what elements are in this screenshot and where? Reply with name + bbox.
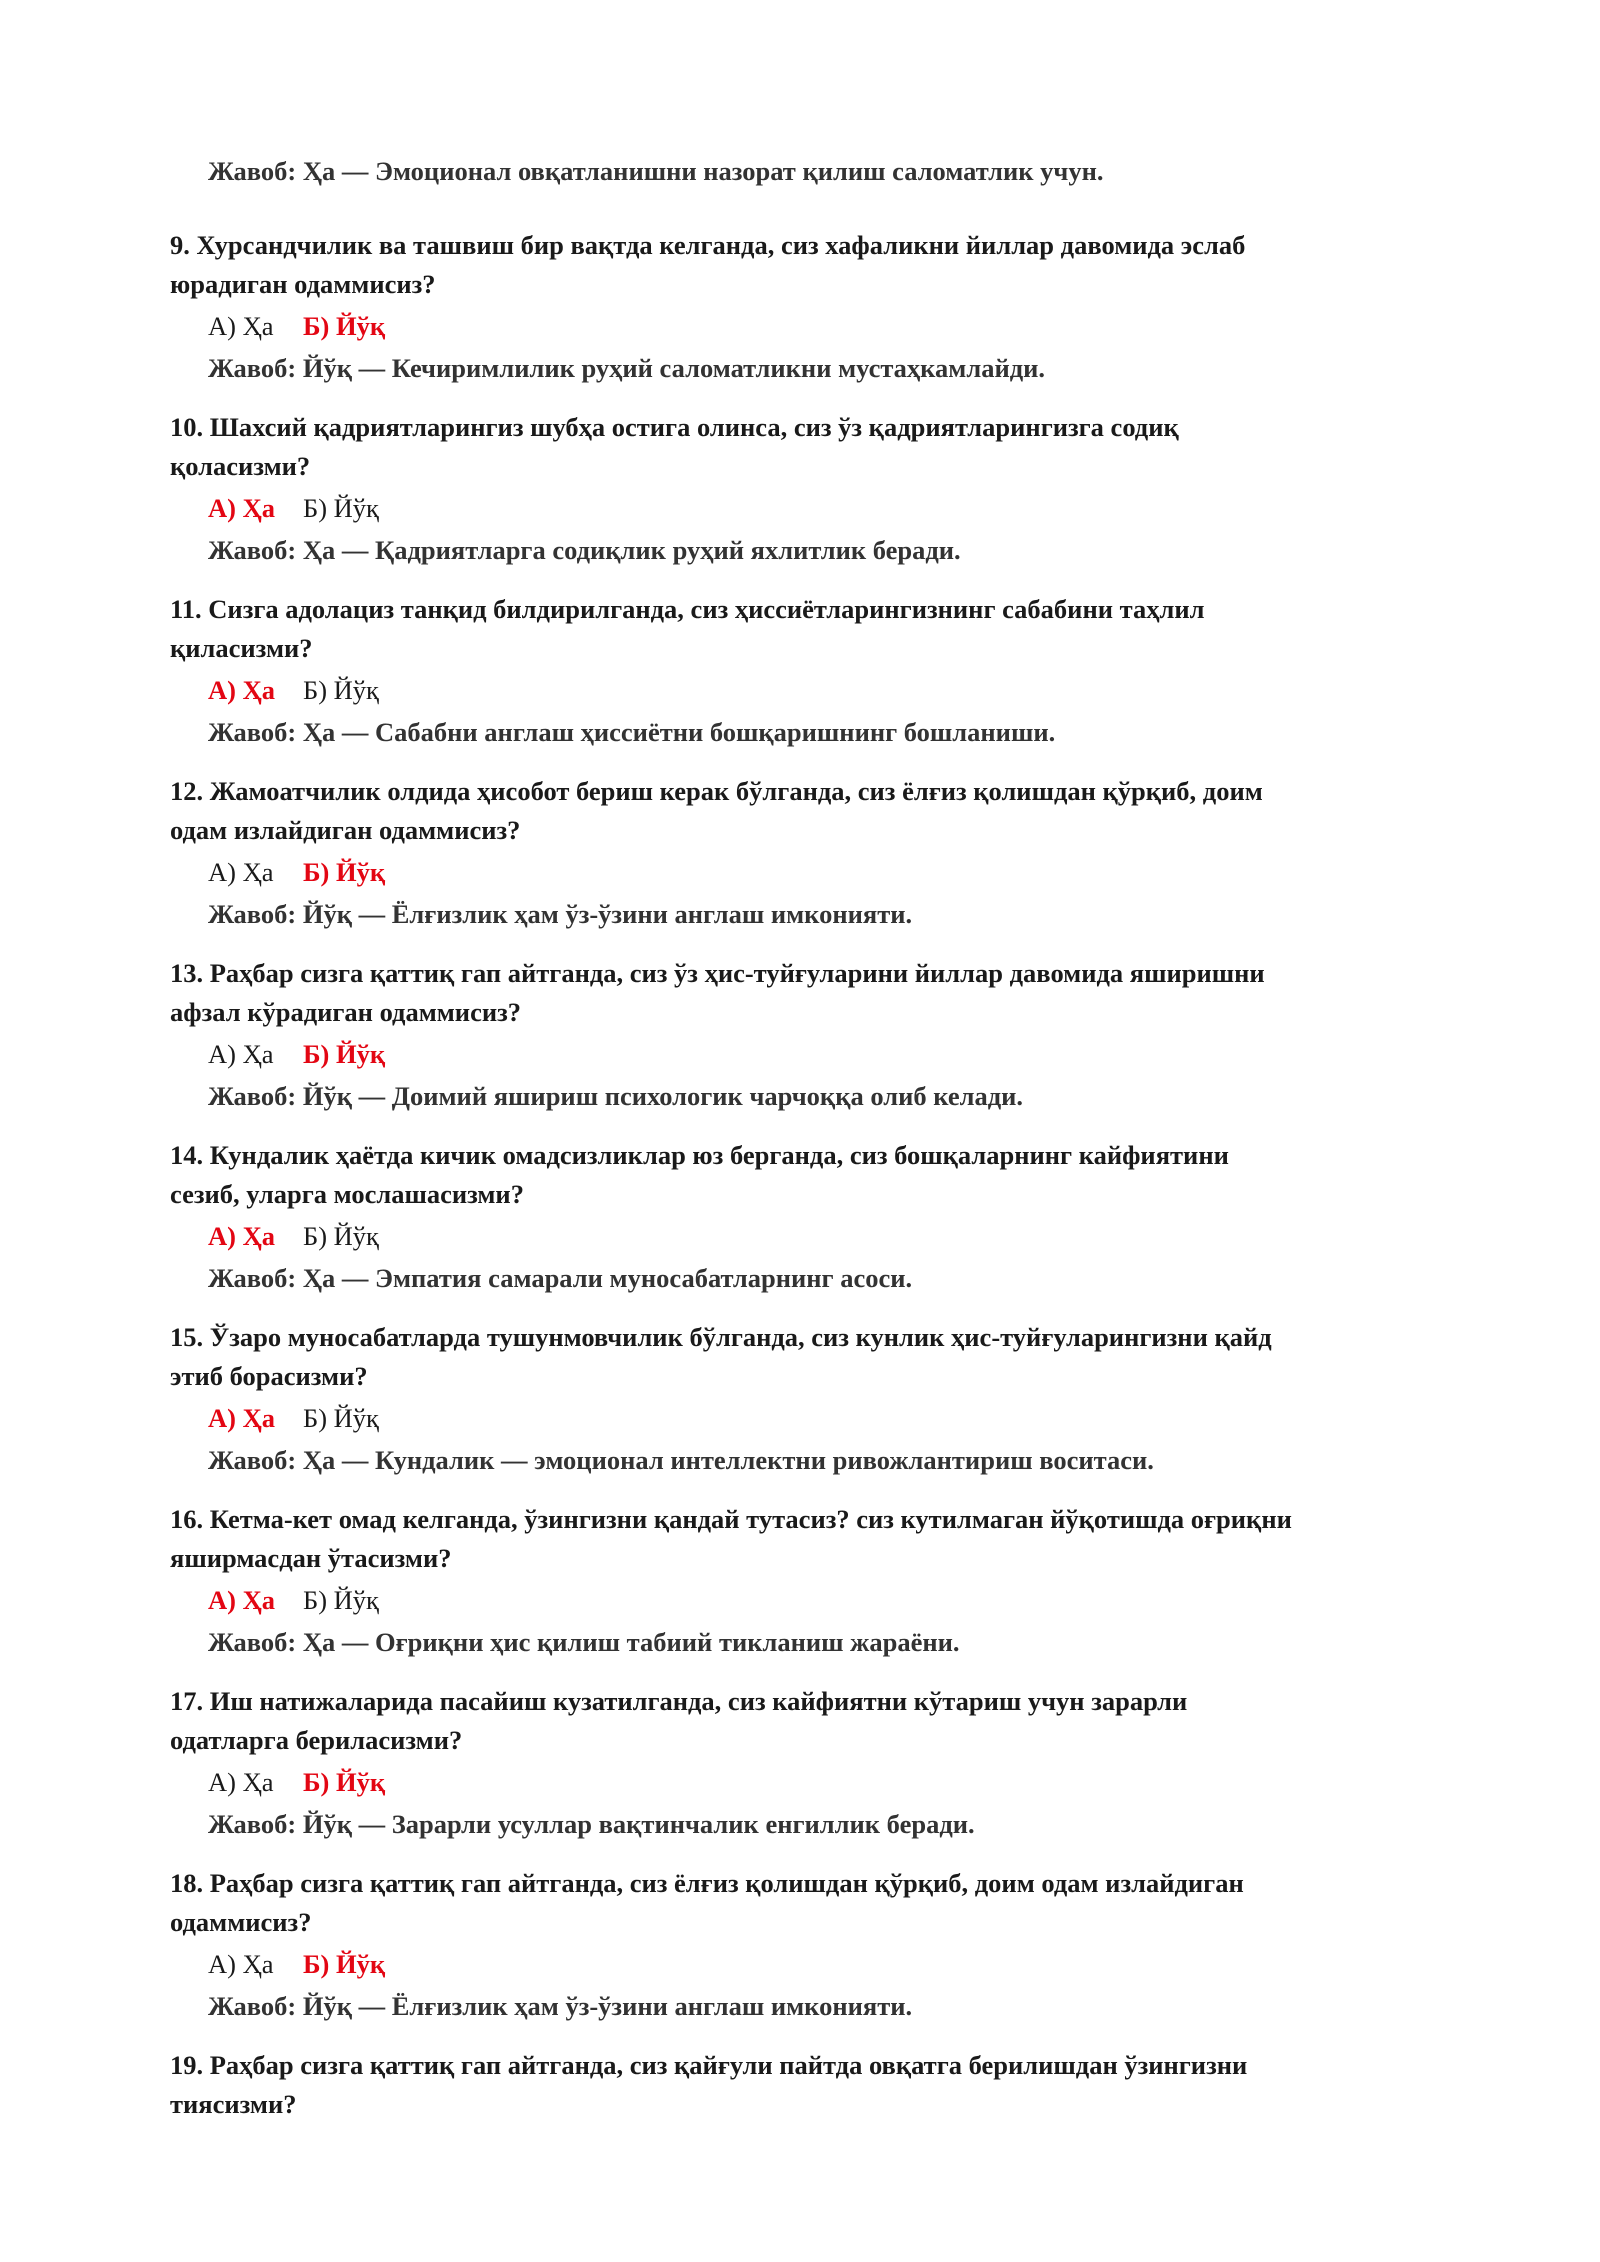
option-a: А) Ҳа <box>208 1039 274 1069</box>
option-b: Б) Йўқ <box>303 857 386 887</box>
option-b: Б) Йўқ <box>303 1039 386 1069</box>
option-a: А) Ҳа <box>208 1585 275 1615</box>
option-b: Б) Йўқ <box>303 675 379 705</box>
option-a: А) Ҳа <box>208 1221 275 1251</box>
question-text-continued: яширмасдан ўтасизми? <box>170 1543 452 1573</box>
answer-text: Жавоб: Йўқ — Ёлғизлик ҳам ўз-ўзини англаш имконияти. <box>208 1991 913 2021</box>
option-b: Б) Йўқ <box>303 311 386 341</box>
answer-options <box>208 1401 379 1435</box>
answer-options <box>208 491 379 525</box>
answer-text: Жавоб: Йўқ — Кечиримлилик руҳий саломатликни мустаҳкамлайди. <box>208 353 1046 383</box>
question-text-continued: афзал кўрадиган одаммисиз? <box>170 997 522 1027</box>
question-text: 18. Раҳбар сизга қаттиқ гап айтганда, сиз ёлғиз қолишдан қўрқиб, доим одам излайдиган <box>170 1868 1244 1898</box>
question-text: 15. Ўзаро муносабатларда тушунмовчилик бўлганда, сиз кунлик ҳис-туйғуларингизни қайд <box>170 1322 1272 1352</box>
answer-options <box>208 1219 379 1253</box>
answer-text: Жавоб: Ҳа — Эмоционал овқатланишни назорат қилиш саломатлик учун. <box>208 156 1104 186</box>
answer-options <box>208 1037 385 1071</box>
answer-options <box>208 1947 385 1981</box>
question-text-continued: қоласизми? <box>170 451 311 481</box>
answer-text: Жавоб: Йўқ — Зарарли усуллар вақтинчалик енгиллик беради. <box>208 1809 975 1839</box>
answer-text: Жавоб: Йўқ — Доимий яшириш психологик чарчоққа олиб келади. <box>208 1081 1024 1111</box>
question-text: 12. Жамоатчилик олдида ҳисобот бериш керак бўлганда, сиз ёлғиз қолишдан қўрқиб, доим <box>170 776 1263 806</box>
option-a: А) Ҳа <box>208 1767 274 1797</box>
option-a: А) Ҳа <box>208 311 274 341</box>
option-a: А) Ҳа <box>208 857 274 887</box>
question-text: 14. Кундалик ҳаётда кичик омадсизликлар юз берганда, сиз бошқаларнинг кайфиятини <box>170 1140 1229 1170</box>
option-a: А) Ҳа <box>208 1403 275 1433</box>
answer-text: Жавоб: Йўқ — Ёлғизлик ҳам ўз-ўзини англаш имконияти. <box>208 899 913 929</box>
option-a: А) Ҳа <box>208 675 275 705</box>
option-b: Б) Йўқ <box>303 1949 386 1979</box>
question-text: 16. Кетма-кет омад келганда, ўзингизни қандай тутасиз? сиз кутилмаган йўқотишда оғриқни <box>170 1504 1292 1534</box>
option-b: Б) Йўқ <box>303 493 379 523</box>
answer-text: Жавоб: Ҳа — Эмпатия самарали муносабатларнинг асоси. <box>208 1263 913 1293</box>
question-text: 11. Сизга адолациз танқид билдирилганда, сиз ҳиссиётларингизнинг сабабини таҳлил <box>170 594 1205 624</box>
answer-options <box>208 309 385 343</box>
answer-options <box>208 1765 385 1799</box>
question-text: 17. Иш натижаларида пасайиш кузатилганда, сиз кайфиятни кўтариш учун зарарли <box>170 1686 1188 1716</box>
answer-text: Жавоб: Ҳа — Қадриятларга содиқлик руҳий яхлитлик беради. <box>208 535 961 565</box>
answer-options <box>208 855 385 889</box>
option-a: А) Ҳа <box>208 493 275 523</box>
answer-text: Жавоб: Ҳа — Оғриқни ҳис қилиш табиий тикланиш жараёни. <box>208 1627 960 1657</box>
answer-text: Жавоб: Ҳа — Сабабни англаш ҳиссиётни бошқаришнинг бошланиши. <box>208 717 1056 747</box>
question-text-continued: тиясизми? <box>170 2089 297 2119</box>
option-b: Б) Йўқ <box>303 1403 379 1433</box>
question-text-continued: одам излайдиган одаммисиз? <box>170 815 521 845</box>
answer-text: Жавоб: Ҳа — Кундалик — эмоционал интеллектни ривожлантириш воситаси. <box>208 1445 1154 1475</box>
question-text-continued: одатларга берилaсизми? <box>170 1725 463 1755</box>
question-text-continued: қиласизми? <box>170 633 313 663</box>
option-a: А) Ҳа <box>208 1949 274 1979</box>
question-text-continued: одаммисиз? <box>170 1907 312 1937</box>
answer-options <box>208 673 379 707</box>
question-text-continued: этиб борасизми? <box>170 1361 368 1391</box>
question-text: 9. Хурсандчилик ва ташвиш бир вақтда келганда, сиз хафаликни йиллар давомида эслаб <box>170 230 1246 260</box>
question-text-continued: юрадиган одаммисиз? <box>170 269 436 299</box>
question-text: 19. Раҳбар сизга қаттиқ гап айтганда, сиз қайғули пайтда овқатга берилишдан ўзингизни <box>170 2050 1248 2080</box>
question-text: 13. Раҳбар сизга қаттиқ гап айтганда, сиз ўз ҳис-туйғуларини йиллар давомида яширишни <box>170 958 1265 988</box>
option-b: Б) Йўқ <box>303 1767 386 1797</box>
option-b: Б) Йўқ <box>303 1585 379 1615</box>
answer-options <box>208 1583 379 1617</box>
option-b: Б) Йўқ <box>303 1221 379 1251</box>
question-text-continued: сезиб, уларга мослашасизми? <box>170 1179 524 1209</box>
question-text: 10. Шахсий қадриятларингиз шубҳа остига олинса, сиз ўз қадриятларингизга содиқ <box>170 412 1179 442</box>
